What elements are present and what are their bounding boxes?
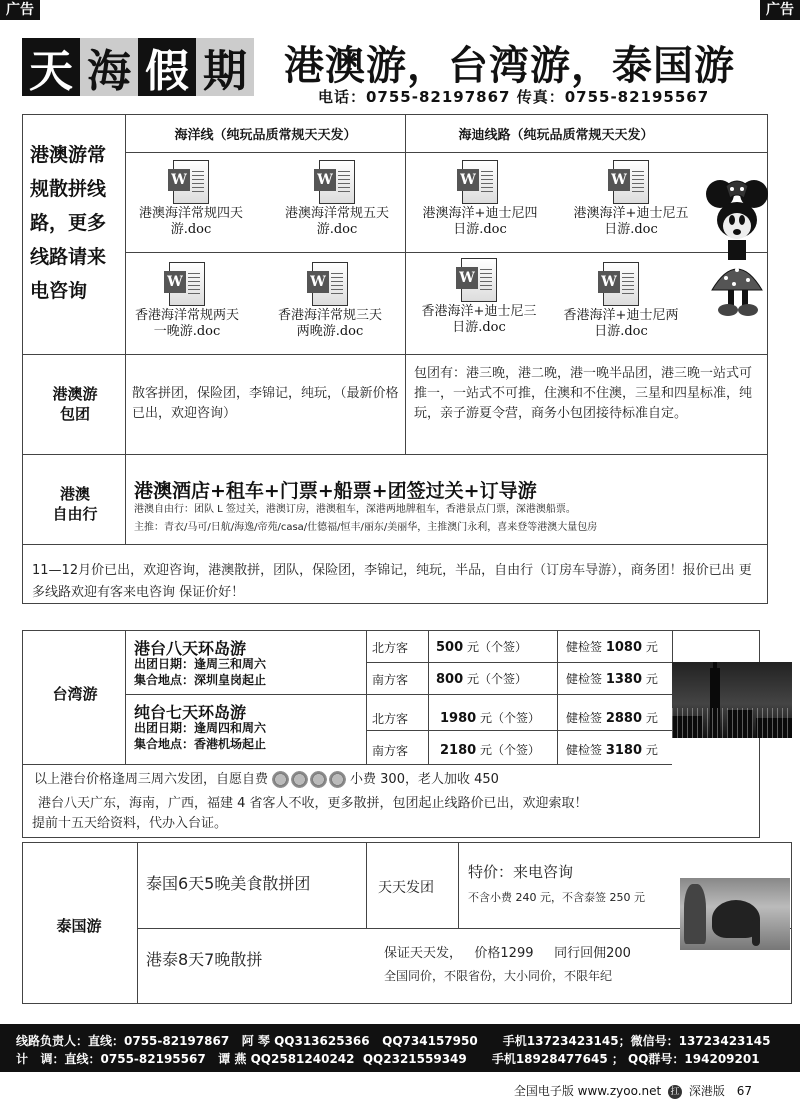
thai-route-2-line1: 保证天天发， 价格1299 同行回佣200: [384, 946, 631, 961]
word-doc-icon: W: [603, 262, 639, 306]
price-row-price: 500 元（个签）: [436, 640, 527, 655]
price-row-customer: 北方客: [372, 641, 409, 655]
price-row-health-check: 健检签 1080 元: [566, 640, 658, 655]
taiwan-label: 台湾游: [52, 685, 98, 703]
sun-icons: [272, 771, 346, 788]
doc-file-link[interactable]: W 港澳海洋常规五天 游.doc: [262, 160, 412, 238]
price-row-price: 1980 元（个签）: [440, 711, 541, 726]
edition-name: 深港版: [688, 1084, 725, 1098]
doc-file-link[interactable]: W 港澳海洋+迪士尼四 日游.doc: [405, 160, 555, 238]
taiwan-route-title: 港台八天环岛游: [134, 639, 247, 658]
price-row-customer: 南方客: [372, 744, 409, 758]
price-row-health-check: 健检签 1380 元: [566, 672, 658, 687]
word-doc-icon: W: [312, 262, 348, 306]
brand-char: 期: [196, 38, 254, 96]
taiwan-note-2: 港台八天广东，海南，广西，福建 4 省客人不收，更多散拼，包团起止线路价已出，欢迎索取！: [38, 796, 588, 811]
word-doc-icon: W: [462, 160, 498, 204]
thai-label: 泰国游: [56, 917, 102, 935]
free-travel-line2: 主推：青衣/马可/日航/海逸/帝苑/casa/仕德福/恒丰/丽东/美丽华，主推澳门永利，喜来登等港澳大量包房: [134, 522, 598, 533]
contact-footer: [0, 1024, 800, 1072]
page-header: [22, 30, 782, 108]
page-meta: [514, 1082, 752, 1099]
disney-line-header: 海迪线路（纯玩品质常规天天发）: [458, 128, 654, 143]
taiwan-route-date: 出团日期：逢周四和周六: [134, 721, 267, 735]
price-row-price: 800 元（个签）: [436, 672, 527, 687]
brand-char: 假: [138, 38, 196, 96]
word-doc-icon: W: [461, 258, 497, 302]
free-travel-headline: 港澳酒店+租车+门票+船票+团签过关+订导游: [134, 480, 537, 502]
taiwan-route-place: 集合地点：深圳皇岗起止: [134, 673, 267, 687]
doc-file-link[interactable]: W 港澳海洋常规四天 游.doc: [116, 160, 266, 238]
taiwan-note-3: 提前十五天给资料，代办入台证。: [32, 816, 228, 831]
ad-tag-right: 广告: [760, 0, 800, 20]
ad-tag-left: 广告: [0, 0, 40, 20]
group-tour-left-text: 散客拼团，保险团，李锦记，纯玩，（最新价格已出，欢迎咨询）: [132, 386, 399, 421]
word-doc-icon: W: [169, 262, 205, 306]
group-tour-label: 港澳游 包团: [52, 385, 98, 423]
taipei-skyline-photo: [672, 662, 792, 738]
taiwan-route-date: 出团日期：逢周三和周六: [134, 657, 267, 671]
free-travel-line1: 港澳自由行：团队 L 签过关，港澳订房，港澳租车，深港两地牌租车，香港景点门票，深港澳船票。: [134, 504, 576, 515]
footer-line-2: 计 调：直线：0755-82195567 谭 燕 QQ2581240242 QQ2321559349 手机18928477645 ； QQ群号：194209201: [16, 1052, 760, 1066]
brand-logo: [22, 38, 254, 96]
group-tour-right-text: 包团有：港三晚，港二晚，港一晚半品团，港三晚一站式可推一，一站式不可推，住澳和不住澳，三星和四星标准，纯玩，亲子游夏令营，商务小包团接待标准自定。: [414, 366, 753, 421]
price-row-price: 2180 元（个签）: [440, 743, 541, 758]
price-row-health-check: 健检签 3180 元: [566, 743, 658, 758]
edition-mark-icon: 扛: [668, 1085, 682, 1099]
mouse-mascot-icon: [704, 178, 770, 318]
taiwan-route-title: 纯台七天环岛游: [134, 703, 247, 722]
taiwan-route-place: 集合地点：香港机场起止: [134, 737, 267, 751]
thai-route-2-line2: 全国同价，不限省份，大小同价，不限年纪: [384, 969, 613, 983]
hk-note: 11—12月价已出，欢迎咨询，港澳散拼，团队，保险团，李锦记，纯玩，半品，自由行（订房车导游），商务团！报价已出 更多线路欢迎有客来电咨询 保证价好！: [32, 563, 752, 600]
ocean-line-header: 海洋线（纯玩品质常规天天发）: [174, 128, 357, 143]
thai-route-1-freq: 天天发团: [378, 880, 434, 896]
doc-file-link[interactable]: W 香港海洋常规两天 一晚游.doc: [112, 262, 262, 340]
thai-route-1-name: 泰国6天5晚美食散拼团: [146, 874, 311, 893]
brand-char: 天: [22, 38, 80, 96]
word-doc-icon: W: [319, 160, 355, 204]
price-row-health-check: 健检签 2880 元: [566, 711, 658, 726]
price-row-customer: 南方客: [372, 673, 409, 687]
taiwan-note-1: 以上港台价格逢周三周六发团，自愿自费 小费 300，老人加收 450: [34, 772, 499, 787]
hk-side-text: 港澳游常 规散拼线 路，更多 线路请来 电咨询: [30, 144, 107, 302]
thai-route-1-note: 不含小费 240 元，不含泰签 250 元: [468, 891, 645, 904]
doc-file-link[interactable]: W 港澳海洋+迪士尼五 日游.doc: [556, 160, 706, 238]
footer-line-1: 线路负责人：直线：0755-82197867 阿 琴 QQ313625366 QQ734157950 手机13723423145；微信号：13723423145: [16, 1034, 771, 1048]
word-doc-icon: W: [173, 160, 209, 204]
doc-file-link[interactable]: W 香港海洋+迪士尼三 日游.doc: [404, 258, 554, 336]
free-travel-label: 港澳 自由行: [52, 485, 98, 523]
site-url: 全国电子版 www.zyoo.net: [513, 1084, 662, 1098]
contact-line: 电话：0755-82197867 传真：0755-82195567: [318, 88, 710, 106]
brand-char: 海: [80, 38, 138, 96]
elephant-photo: [680, 878, 790, 950]
doc-file-link[interactable]: W 香港海洋+迪士尼两 日游.doc: [546, 262, 696, 340]
page-number: 67: [736, 1084, 752, 1098]
price-row-customer: 北方客: [372, 712, 409, 726]
thai-route-2-name: 港泰8天7晚散拼: [146, 950, 263, 969]
headline: 港澳游，台湾游，泰国游: [284, 43, 735, 89]
word-doc-icon: W: [613, 160, 649, 204]
thai-route-1-price: 特价：来电咨询: [468, 863, 574, 881]
doc-file-link[interactable]: W 香港海洋常规三天 两晚游.doc: [255, 262, 405, 340]
